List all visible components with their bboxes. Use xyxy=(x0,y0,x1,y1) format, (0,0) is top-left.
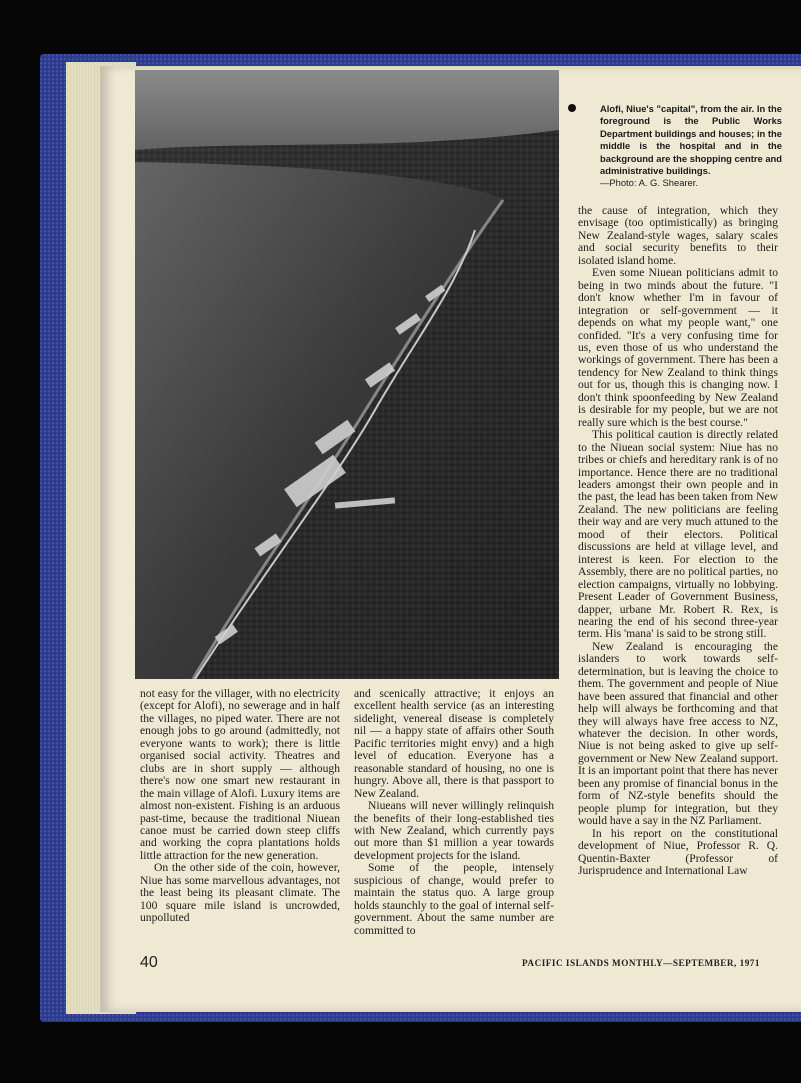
paragraph: This political caution is directly related to the Niuean social system: Niue has no tribes or chiefs and hereditary rank is of no importance. Hence there are no traditional leaders amongst their own people and in the past, the lead has been taken from New Zealand. The new politicians are feeling their way and are very much attuned to the mood of their electors. Political discussions are held at village level, and interest is keen. For election to the Assembly, there are no political parties, no election campaigns, virtually no lobbying. Present Leader of Government Business, dapper, urbane Mr. Robert R. Rex, is nearing the end of his second three-year term. His 'mana' is said to be strong still. xyxy=(578,428,778,641)
paragraph: Even some Niuean politicians admit to being in two minds about the future. "I don't know whether I'm in favour of integration or self-government — it depends on what my people want," one confided. "It's a very confusing time for us, even those of us who understand the workings of government. There has been a tendency for New Zealand to think things out for us, though this is changing now. I don't think spoonfeeding by New Zealand is desirable for my people, but we are not really sure which is the best course." xyxy=(578,266,778,429)
text-column-middle xyxy=(354,688,554,937)
aerial-photo-alofi xyxy=(135,70,559,679)
paragraph: On the other side of the coin, however, Niue has some marvellous advantages, not the least being its pleasant climate. The 100 square mile island is uncrowded, unpolluted xyxy=(140,861,340,925)
caption-bullet-icon xyxy=(568,104,576,112)
caption-text: Alofi, Niue's "capital", from the air. In the foreground is the Public Works Department buildings and houses; in the middle is the hospital and in the background are the shopping centre and administrative buildings. xyxy=(600,103,782,177)
photo-credit: —Photo: A. G. Shearer. xyxy=(600,177,698,189)
photo-caption xyxy=(572,103,782,190)
paragraph: Niueans will never willingly relinquish the benefits of their long-established ties with New Zealand, which currently pays out more than $1 million a year towards development projects for the island. xyxy=(354,799,554,862)
paragraph: Some of the people, intensely suspicious of change, would prefer to maintain the status quo. A large group holds staunchly to the goal of internal self-government. About the same number are committed to xyxy=(354,861,554,937)
paragraph: In his report on the constitutional development of Niue, Professor R. Q. Quentin-Baxter (Professor of Jurisprudence and International Law xyxy=(578,826,778,878)
paragraph: and scenically attractive; it enjoys an excellent health service (as an interesting sidelight, venereal disease is completely nil — a happy state of affairs other South Pacific territories might envy) and a high level of education. Everyone has a reasonable standard of housing, no one is hungry. Above all, there is that passport to New Zealand. xyxy=(354,687,554,800)
aerial-photo-graphic xyxy=(135,70,559,679)
paragraph: New Zealand is encouraging the islanders to work towards self-determination, but is leaving the choice to them. The government and people of Niue have been assured that financial and other help will always be forthcoming and that they will always have free access to NZ, whatever the decision. In other words, Niue is not being asked to give up self-government or New New Zealand support. It is an important point that there has never been any promise of financial bonus in the form of NZ-style benefits should the people plump for integration, but they would have a say in the NZ Parliament. xyxy=(578,639,778,828)
text-column-right xyxy=(578,205,778,877)
paragraph: not easy for the villager, with no electricity (except for Alofi), no sewerage and in half the villages, no piped water. There are not enough jobs to go around (admittedly, not everyone wants to work); there is little organised social activity. Theatres and clubs are in short supply — although there's now one smart new restaurant in the main village of Alofi. Luxury items are almost non-existent. Fishing is an arduous past-time, because the traditional Niuean canoe must be carried down steep cliffs and working the copra plantations holds little attraction for the new generation. xyxy=(140,687,340,862)
page-number: 40 xyxy=(140,954,158,971)
paragraph: the cause of integration, which they envisage (too optimistically) as bringing New Zealand-style wages, salary scales and social security benefits to their isolated island home. xyxy=(578,204,778,267)
text-column-left xyxy=(140,688,340,925)
running-footer: PACIFIC ISLANDS MONTHLY—SEPTEMBER, 1971 xyxy=(522,958,760,968)
